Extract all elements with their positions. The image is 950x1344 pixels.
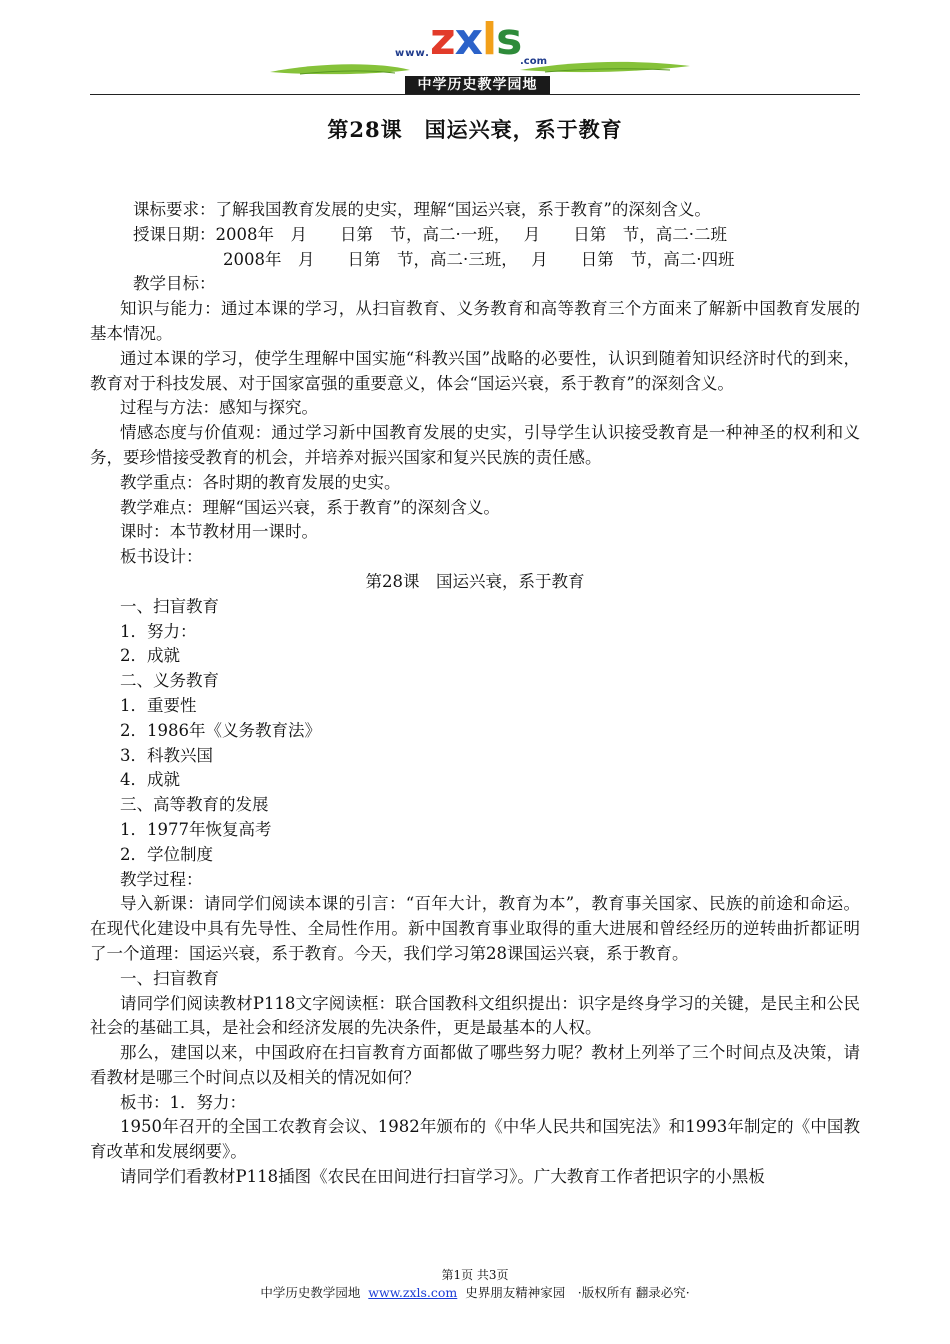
paragraph: 4．成就: [120, 770, 180, 790]
paragraph: 三、高等教育的发展: [120, 795, 269, 815]
paragraph: 课时：本节教材用一课时。: [120, 522, 318, 542]
paragraph: 一、扫盲教育: [120, 596, 219, 616]
footer-link[interactable]: www.zxls.com: [368, 1285, 458, 1300]
logo-url-prefix: www.: [395, 48, 430, 59]
paragraph: 1．重要性: [120, 695, 197, 715]
paragraph: 3．科教兴国: [120, 745, 213, 765]
logo-letter-x: x: [454, 14, 482, 65]
paragraph: 2．学位制度: [120, 844, 213, 864]
paragraph: 教学目标：: [133, 274, 216, 294]
paragraph: 知识与能力：通过本课的学习，从扫盲教育、义务教育和高等教育三个方面来了解新中国教育发展的基本情况。: [90, 299, 860, 343]
logo-letter-s: s: [496, 14, 522, 65]
logo-letter-z: z: [430, 14, 455, 65]
logo-url-suffix: .com: [520, 56, 548, 67]
paragraph: 二、义务教育: [120, 671, 219, 691]
paragraph: 过程与方法：感知与探究。: [120, 398, 318, 418]
paragraph: 1．1977年恢复高考: [120, 819, 272, 839]
logo-letter-l: l: [482, 14, 497, 65]
paragraph: 那么，建国以来，中国政府在扫盲教育方面都做了哪些努力呢？教材上列举了三个时间点及决策，请看教材是哪三个时间点以及相关的情况如何？: [90, 1043, 860, 1087]
page-number: 第1页 共3页: [441, 1268, 509, 1282]
paragraph: 板书设计：: [120, 547, 203, 567]
paragraph: 情感态度与价值观：通过学习新中国教育发展的史实，引导学生认识接受教育是一种神圣的权利和义务，要珍惜接受教育的机会，并培养对振兴国家和复兴民族的责任感。: [90, 423, 860, 467]
paragraph: 1．努力：: [120, 621, 197, 641]
paragraph: 2．1986年《义务教育法》: [120, 720, 321, 740]
paragraph: 一、扫盲教育: [120, 968, 219, 988]
document-body: [90, 198, 860, 1190]
paragraph: 请同学们看教材P118插图《农民在田间进行扫盲学习》。广大教育工作者把识字的小黑板: [120, 1167, 765, 1187]
paragraph: 课标要求：了解我国教育发展的史实，理解“国运兴衰，系于教育”的深刻含义。: [133, 200, 711, 219]
paragraph: 教学过程：: [120, 869, 203, 889]
logo-caption: 中学历史教学园地: [405, 76, 550, 95]
footer-tagline: 史界朋友精神家园 ·版权所有 翻录必究·: [465, 1285, 690, 1300]
paragraph: 通过本课的学习，使学生理解中国实施“科教兴国”战略的必要性，认识到随着知识经济时代的到来，教育对于科技发展、对于国家富强的重要意义，体会“国运兴衰，系于教育”的深刻含义。: [90, 348, 860, 393]
footer-site-name: 中学历史教学园地: [260, 1285, 361, 1300]
paragraph: 1950年召开的全国工农教育会议、1982年颁布的《中华人民共和国宪法》和1993年制定的《中国教育改革和发展纲要》。: [90, 1117, 860, 1162]
paragraph: 板书：1．努力：: [120, 1092, 246, 1112]
paragraph: 教学难点：理解“国运兴衰，系于教育”的深刻含义。: [120, 497, 500, 517]
footer: [0, 1283, 950, 1301]
paragraph: 2．成就: [120, 646, 180, 666]
paragraph: 第28课 国运兴衰，系于教育: [365, 571, 585, 591]
paragraph: 请同学们阅读教材P118文字阅读框：联合国教科文组织提出：识字是终身学习的关键，是民主和公民社会的基础工具，是社会和经济发展的先决条件，更是最基本的人权。: [90, 993, 860, 1038]
paragraph: 2008年 月 日第 节，高二·三班， 月 日第 节，高二·四班: [223, 249, 735, 269]
paragraph: 导入新课：请同学们阅读本课的引言：“百年大计，教育为本”，教育事关国家、民族的前途和命运。在现代化建设中具有先导性、全局性作用。新中国教育事业取得的重大进展和曾经经历的逆转曲折都证明了一个道理：国运兴衰，系于教育。今天，我们学习第28课国运兴衰，系于教育。: [90, 894, 860, 963]
header-banner: [0, 0, 950, 100]
page-title: 第28课 国运兴衰，系于教育: [327, 117, 623, 142]
paragraph: 教学重点：各时期的教育发展的史实。: [120, 472, 401, 492]
header-divider: [90, 94, 860, 95]
paragraph: 授课日期：2008年 月 日第 节，高二·一班， 月 日第 节，高二·二班: [133, 224, 727, 244]
site-logo: [430, 14, 522, 65]
